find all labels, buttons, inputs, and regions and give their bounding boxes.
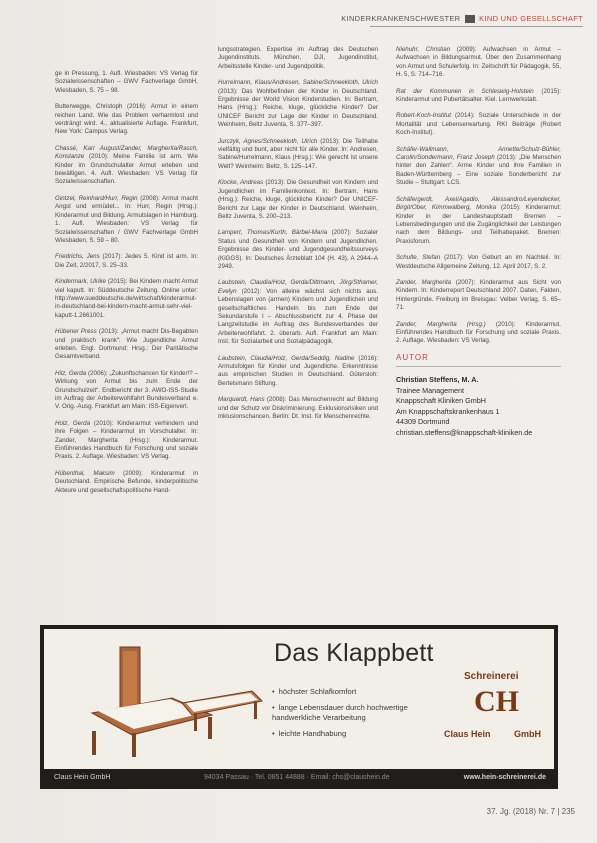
ad-contact-info: 94034 Passau · Tel. 0851 44888 · Email: chs@claushein.de xyxy=(204,774,390,781)
reference-text: (2009): Aufwachsen in Armut – Aufwachsen in Bildungsarmut. Über den Zusammenhang von Armut und Schulerfolg. In: Zeitschrift für Pädagogik, 55, H. 5, S. 714–716. xyxy=(396,46,561,79)
reference-author: Holz, Gerda xyxy=(55,419,91,427)
reference-text: (2010): Meine Familie ist arm. Wie Kinder im Grundschulalter Armut erleben und bewältigen. 4. Aufl. Wiesbaden: VS Verlag für Sozialwissenschaften. xyxy=(55,153,198,186)
reference-entry xyxy=(396,321,561,346)
ad-headline: Das Klappbett xyxy=(274,639,434,667)
reference-author: Schäfergerdt, Axel/Agadio, Alessandro/Leyendecker, Birgit/Ober, Kimmwalberg, Monika xyxy=(396,195,561,212)
reference-author: Hurrelmann, Klaus/Andresen, Sabine/Schneekloth, Ulrich xyxy=(218,79,378,87)
reference-text: (2013): Das Wohlbefinden der Kinder in Deutschland. Ergebnisse der World Vision Kinderstudien. In: Bertram, Hans (Hrsg.): Reiche, kluge, glückliche Kinder? Der UNICEF Bericht zur Lage der Kinder in Deutschland. Weinheim, Beltz Juventa, S. 377–397. xyxy=(218,87,378,129)
reference-author: Laubstein, Claudia/Holz, Gerda/Dittmann, Jörg/Sthamer, Evelyn xyxy=(218,279,378,295)
reference-text: (2007): Sozialer Status und Gesundheit von Kindern und Jugendlichen. Ergebnisse des Kinder- und Jugendgesundheitssurveys (KiGGS). In: Deutsches Ärzteblatt 104 (H. 43), A 2944–A 2949. xyxy=(218,229,378,270)
author-heading: AUTOR xyxy=(396,352,429,362)
reference-entry xyxy=(55,470,198,495)
author-street: Am Knappschaftskrankenhaus 1 xyxy=(396,406,500,416)
reference-author: Friedrichs, Jens xyxy=(55,253,100,261)
reference-text: (2006): „Zukunftschancen für Kinder!? – Wirkung von Armut bis zum Ende der Grundschulzeit“. Endbericht der 3. AWO-ISS-Studie im Auftrag der Arbeiterwohlfahrt Bundesverband e. V. Orig.-Ausg. Frankfurt am Main: ISS-Eigenverl. xyxy=(55,369,198,411)
reference-author: Zander, Margherita (Hrsg.) xyxy=(396,320,486,328)
brand-schreinerei: Schreinerei xyxy=(464,671,519,682)
reference-entry xyxy=(218,229,378,271)
reference-entry xyxy=(218,279,378,346)
reference-author: Schulte, Stefan xyxy=(396,254,441,262)
schreinerei-logo xyxy=(444,671,544,741)
ad-feature-item: • höchster Schlafkomfort xyxy=(272,687,412,697)
reference-entry xyxy=(55,328,198,362)
magazine-logo-icon xyxy=(465,15,475,23)
reference-entry xyxy=(396,46,561,80)
reference-entry xyxy=(218,138,378,172)
reference-entry xyxy=(218,46,378,71)
reference-author: Schäfer-Wallmann, Annette/Schulz-Bühler, Carolin/Sondermann, Franz Joseph xyxy=(396,145,561,162)
reference-author: Kindermark, Ulrike xyxy=(55,278,106,286)
header-subsection: KIND UND GESELLSCHAFT xyxy=(479,14,583,23)
reference-entry xyxy=(218,355,378,389)
author-role: Trainee Management xyxy=(396,385,465,395)
brand-initials: CH xyxy=(474,685,519,718)
reference-entry xyxy=(396,279,561,313)
reference-text: Butterwegge, Christoph (2016): Armut in einem reichen Land. Wie das Problem verharmlost und verdrängt wird. 4., aktualisierte Auflage. Frankfurt, New York: Campus Verlag. xyxy=(55,103,198,136)
references-column-2 xyxy=(218,46,378,429)
reference-entry xyxy=(55,278,198,320)
klappbett-advertisement xyxy=(40,625,558,789)
reference-text: (2015): Bei Kindern macht Armut viel kaputt. In: Süddeutsche Zeitung. Online unter: http://www.sueddeutsche.de/wirtschaft/kinderarmut-in-deutschland-bei-kindern-macht-armut-sehr-viel-kaputt-1.2661001. xyxy=(55,278,198,319)
ad-panel xyxy=(44,629,554,769)
reference-author: Rat der Kommunen in Schleswig-Holstein xyxy=(396,87,534,95)
reference-author: Robert-Koch-Institut xyxy=(396,112,452,120)
author-city: 44309 Dortmund xyxy=(396,417,450,427)
reference-entry xyxy=(55,103,198,137)
reference-entry xyxy=(218,179,378,221)
references-column-3 xyxy=(396,46,561,438)
reference-author: Gintzel, Reinhard/Hurr, Regin xyxy=(55,194,138,202)
reference-text: (2013): Die Gesundheit von Kindern und Jugendlichen im Familienkontext. In: Bertram, Hans (Hrsg.): Reiche, kluge, glückliche Kinder? Der UNICEF-Bericht zur Lage der Kinder in Deutschland. Weinheim, Beltz Juventa, S. 200–213. xyxy=(218,179,378,220)
brand-gmbh: GmbH xyxy=(514,729,541,739)
reference-text: (2012): Von alleine wächst sich nichts aus. Lebenslagen von (armen) Kindern und Jugendlichen und gesellschaftliches Handeln bis zum Ende der Sekundarstufe I – Abschlussbericht zur 4. Phase der Langzeitstudie im Auftrag des Bundesverbandes der Arbeiterwohlfahrt. 2. überarb. Aufl. Frankfurt am Main: Inst. für Sozialarbeit und Sozialpädagogik. xyxy=(218,287,378,346)
reference-entry xyxy=(396,112,561,137)
reference-text: (2017): Von Geburt an im Nachteil. In: Westdeutsche Allgemeine Zeitung, 12. April 2017, S. 2. xyxy=(396,254,561,270)
ad-company: Claus Hein GmbH xyxy=(54,774,111,781)
reference-entry xyxy=(55,195,198,245)
reference-text: (2016): Armutsfolgen für Kinder und Jugendliche. Erkenntnisse aus empirischen Studien in Deutschland. Gütersloh: Bertelsmann Stiftung. xyxy=(218,354,378,387)
reference-text: (2017): Jedes 5. Kind ist arm. In: Die Zeit, 2/2017, S. 25–33. xyxy=(55,253,198,269)
reference-text: (2008): Armut macht Angst und ermüdet... In: Hurr, Regin (Hrsg.): Kinderarmut und Bildung. Armutslagen in Hamburg. 1. Aufl. Wiesbaden: VS Verlag für Sozialwissenschaften / GWV Fachverlage GmbH Wiesbaden, S. 59 – 80. xyxy=(55,194,198,244)
reference-author: Hilz, Gerda xyxy=(55,369,87,377)
ad-feature-list xyxy=(272,687,412,745)
reference-entry xyxy=(55,253,198,270)
reference-author: Niehuhr, Christian xyxy=(396,46,451,53)
reference-text: (2013): „Armut macht Dis-Begabten und praktisch krank“: Wie Jugendliche Armut erleben. Engl. Dortmund: Hrsg.: Der Paritätische Gesamtverband. xyxy=(55,328,198,361)
author-email[interactable]: christian.steffens@knappschaft-kliniken.de xyxy=(396,427,533,437)
reference-author: Lampert, Thomas/Kurth, Bärbel-Maria xyxy=(218,229,328,237)
reference-entry xyxy=(55,420,198,462)
brand-name: Claus Hein xyxy=(444,729,491,739)
header-rule xyxy=(370,26,583,27)
reference-entry xyxy=(396,196,561,246)
reference-entry xyxy=(55,370,198,412)
reference-text: lungsstrategien. Expertise im Auftrag des Deutschen Jugendinstituts. München, DJI, Jugendinstitut, Arbeitsstelle Kinder- und Jugendpolitik. xyxy=(218,46,378,70)
reference-entry xyxy=(396,88,561,105)
reference-text: (2015): Kinderarmut und Pubertätsalter. Kiel. Lernwerkstatt. xyxy=(396,87,561,104)
author-divider xyxy=(396,366,561,367)
reference-text: (2010): Kinderarmut verhindern und ihre Folgen – Kinderarmut im Vorschulalter. In: Zander, Margherita (Hrsg.): Kinderarmut. Einführendes Handbuch für Forschung und soziale Praxis. 2. Auflage. Wiesbaden: VS Verlag. xyxy=(55,419,198,461)
folding-bed-illustration xyxy=(62,643,267,763)
reference-text: (2007): Kinderarmut aus Sicht von Kindern. In: Kinderreport Deutschland 2007. Daten, Fakten, Hintergründe. Freiburg im Breisgau: Velber Verlag, S. 65–71. xyxy=(396,278,561,312)
ad-website-link[interactable]: www.hein-schreinerei.de xyxy=(463,774,546,781)
reference-text: (2014): Soziale Unterschiede in der Mortalität und Lebenserwartung. RKI Beiträge (Robert Koch-Institut). xyxy=(396,112,561,137)
author-name: Christian Steffens, M. A. xyxy=(396,375,479,385)
header-section: KINDERKRANKENSCHWESTER xyxy=(341,14,461,23)
reference-entry xyxy=(218,79,378,129)
reference-author: Klocke, Andreas xyxy=(218,179,264,187)
reference-text: (2013): Die Teilhabe vielfältig und bunt, aber nicht für alle Kinder. In: Andresen, Sabine/Hurrelmann, Klaus (Hrsg.): Wie gerecht ist unsere Welt? Weinheim: Beltz, S. 125–147. xyxy=(218,137,378,170)
reference-entry xyxy=(55,70,198,95)
reference-text: (2010): Kinderarmut. Einführendes Handbuch für Forschung und soziale Praxis. 2. Auflage. Wiesbaden: VS Verlag. xyxy=(396,320,561,345)
reference-text: (2009): Kinderarmut in Deutschland. Empirische Befunde, kinderpolitische Akteure und gesellschaftspolitische Hand- xyxy=(55,469,198,494)
reference-text: ge in Pressung, 1. Aufl. Wiesbaden: VS Verlag für Sozialwissenschaften – GWV Fachverlage GmbH, Wiesbaden, S. 75 – 98. xyxy=(55,70,198,94)
reference-entry xyxy=(55,145,198,187)
author-contact xyxy=(396,375,561,438)
ad-feature-item: • leichte Handhabung xyxy=(272,729,412,739)
references-column-1 xyxy=(55,70,198,503)
reference-author: Jurczyk, Agnes/Schneekloth, Ulrich xyxy=(218,137,318,145)
reference-text: (2013): „Die Menschen hinter den Zahlen“. Arme Kinder und ihre Familien in Baden-Württemberg – Eine soziale Sonderbericht zur Studie – Stuttgart: LCS. xyxy=(396,154,561,187)
running-header xyxy=(341,14,583,23)
page-footer: 37. Jg. (2018) Nr. 7 | 235 xyxy=(486,807,575,816)
reference-text: (2015): Kinderarmut: Kinder in der Landeshauptstadt Bremen – Lebensbedingungen und die Zugänglichkeit der Leistungen nach dem Bildungs- und Teilhabepaket. Bremen: Praxisforum. xyxy=(396,204,561,245)
reference-entry xyxy=(396,254,561,271)
reference-text: (2008): Das Menschenrecht auf Bildung und der Schutz vor Diskriminierung. Exklusionsrisiken und Inklusionschancen. Berlin: Dt. Inst. für Menschenrechte. xyxy=(218,396,378,421)
reference-author: Laubstein, Claudia/Holz, Gerda/Seddig, Nadine xyxy=(218,354,355,362)
reference-author: Hübenthal, Maksim xyxy=(55,469,115,477)
reference-entry xyxy=(396,146,561,188)
reference-entry xyxy=(218,396,378,421)
ad-feature-item: • lange Lebensdauer durch hochwertige handwerkliche Verarbeitung xyxy=(272,703,412,723)
reference-author: Chassé, Karl August/Zander, Margherita/Rasch, Konstanze xyxy=(55,144,198,161)
author-organization: Knappschaft Kliniken GmbH xyxy=(396,396,486,406)
reference-author: Zander, Margherita xyxy=(396,278,452,286)
reference-author: Marquardt, Hans xyxy=(218,396,265,404)
reference-author: Hübener Press xyxy=(55,328,97,336)
ad-contact-bar xyxy=(44,770,554,786)
